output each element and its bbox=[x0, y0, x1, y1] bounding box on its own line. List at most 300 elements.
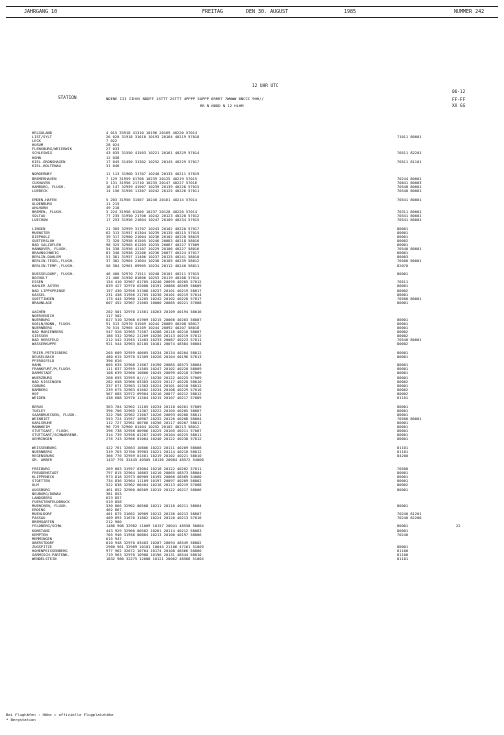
synop-code: 319 763 32760 39903 10221 20114 40210 58012 bbox=[106, 450, 202, 455]
synop-code: 3 224 31956 61206 10237 20128 40220 57014 bbox=[106, 209, 198, 214]
station-name: KEMPTEN bbox=[32, 532, 48, 537]
synop-code: 438 688 32970 11504 10215 20107 40217 57009 bbox=[106, 396, 202, 400]
synop-code: 51 381 31957 11406 10237 20125 40241 58010 bbox=[106, 255, 200, 260]
remark-code: 81100 bbox=[397, 548, 409, 553]
station-name: OLDENBURG bbox=[32, 201, 52, 206]
station-name: FRANKFURT/M,FLUGH. bbox=[32, 367, 72, 372]
station-name: KOELN/BONN, FLUGH. bbox=[32, 321, 72, 326]
remark-code: 80001 bbox=[397, 487, 409, 492]
table-row bbox=[0, 301, 504, 305]
synop-code: 519 858 bbox=[106, 499, 122, 504]
synop-code: 1832 980 32275 12008 10121 20062 48566 51004 bbox=[106, 557, 204, 562]
station-name: BAD KISSINGEN bbox=[32, 379, 61, 384]
weekday-label: FREITAG bbox=[202, 9, 224, 15]
synop-code: 322 708 32962 21607 10226 20093 40200 58011 bbox=[106, 412, 202, 417]
station-name: WEISSENBURG bbox=[32, 446, 57, 451]
remark-code: 80001 bbox=[397, 429, 409, 434]
station-name: OEHRINGEN bbox=[32, 437, 52, 442]
station-name: MANNHEIM bbox=[32, 425, 50, 430]
station-name: DEUSELBACH bbox=[32, 355, 55, 360]
synop-code: 72 320 32958 61505 10246 20083 40218 58016 bbox=[106, 238, 200, 243]
synop-code: 186 532 32962 21209 10236 20113 40219 57012 bbox=[106, 334, 202, 339]
remark-code: 70500 bbox=[397, 467, 409, 472]
synop-code: 1486 908 32982 11009 10157 20041 48558 50004 bbox=[106, 524, 204, 529]
station-name: MUENSTER bbox=[32, 230, 50, 235]
station-name: BERLIN-TEMP.,FLUGH. bbox=[32, 263, 75, 268]
year-label: 1985 bbox=[344, 9, 357, 15]
station-group bbox=[0, 198, 504, 223]
station-name: WEIDEN bbox=[32, 396, 46, 400]
synop-code: 314 739 32958 01207 10249 20104 40225 58011 bbox=[106, 433, 202, 438]
remark-code: 80001 bbox=[397, 433, 409, 438]
synop-code: 26 020 31918 31610 10193 20164 40219 57018 bbox=[106, 135, 200, 140]
remark-code: 81101 bbox=[397, 450, 409, 455]
station-name: NUERNBERG bbox=[32, 450, 52, 455]
synop-code: 7 022 bbox=[106, 139, 118, 144]
synop-code: 112 727 32961 00706 10256 20117 40207 58011 bbox=[106, 421, 202, 426]
synop-code: 16 147 32959 41907 10239 20139 40228 57015 bbox=[106, 184, 200, 189]
synop-code: 12 038 bbox=[106, 155, 120, 160]
synop-code: 239 675 32963 01602 10234 20108 40229 57010 bbox=[106, 387, 202, 392]
table-row bbox=[0, 557, 504, 561]
remark-code: 80001 bbox=[397, 292, 409, 297]
station-name: MEMMINGEN bbox=[32, 536, 52, 541]
synop-code: 98 325 32965 61205 10235 20087 40227 57009 bbox=[106, 243, 200, 248]
station-name: KASSEL bbox=[32, 292, 46, 297]
synop-code: 615 947 bbox=[106, 536, 122, 541]
station-name: SCHLESWIG bbox=[32, 151, 52, 156]
station-name: KLIPPENECK bbox=[32, 475, 55, 480]
remark-code: 70540 80001 bbox=[397, 247, 422, 252]
remark-code: 80001 bbox=[397, 421, 409, 426]
remark-code: 80002 bbox=[397, 387, 409, 392]
remark-code: 80002 bbox=[397, 238, 409, 243]
table-row bbox=[0, 396, 504, 400]
synop-code: 409 893 31670 31802 10224 20120 40213 57010 bbox=[106, 516, 202, 521]
remark-code: 80001 bbox=[397, 425, 409, 430]
station-name: LUEBECK bbox=[32, 188, 48, 193]
synop-code: 17 253 31956 21804 10247 20109 40234 57015 bbox=[106, 217, 200, 222]
synop-code: 28 024 bbox=[106, 143, 120, 148]
station-name: BREMGARTEN bbox=[32, 520, 55, 525]
synop-code: 96 729 32960 01404 10252 20102 40213 58012 bbox=[106, 425, 200, 430]
period-heading: 06-12 bbox=[452, 90, 466, 95]
remark-code: 80001 bbox=[397, 503, 409, 508]
synop-code: 111 637 32959 11505 10247 20102 40220 58009 bbox=[106, 367, 202, 372]
remark-code: 80002 bbox=[397, 342, 409, 347]
remark-code: 80001 bbox=[397, 371, 409, 376]
remark-code: 80001 bbox=[397, 355, 409, 360]
station-name: HAHN bbox=[32, 363, 41, 368]
station-name: GR. ARBER bbox=[32, 458, 52, 463]
station-name: HANNOVER, FLUGH. bbox=[32, 247, 68, 252]
station-group bbox=[0, 405, 504, 442]
synop-code: 547 526 32965 71507 10208 20116 40210 58007 bbox=[106, 330, 202, 334]
remark-code: 80001 bbox=[397, 404, 409, 409]
synop-code: 77 235 31950 21706 10242 20123 40228 57012 bbox=[106, 213, 200, 218]
remark-code: 80001 bbox=[397, 524, 409, 529]
synop-code: 719 963 32970 10908 10196 20131 48544 58010 bbox=[106, 553, 202, 558]
station-group bbox=[0, 272, 504, 305]
remark-code: 70548 80001 bbox=[397, 184, 422, 189]
remark-code: 82070 bbox=[397, 263, 409, 268]
synop-code: 623 857 bbox=[106, 495, 122, 500]
station-name: NUERBURG bbox=[32, 317, 50, 322]
remark-code: 80001 bbox=[397, 230, 409, 235]
station-name: STOETTEN bbox=[32, 479, 50, 484]
station-name: HOHN bbox=[32, 155, 41, 160]
synop-code: 117 502 bbox=[106, 313, 122, 318]
remark-code: 71011 80001 bbox=[397, 135, 422, 140]
station-name: AACHEN bbox=[32, 309, 46, 314]
station-name: BOCHOLT bbox=[32, 276, 48, 281]
station-name: PASSAU bbox=[32, 516, 46, 521]
station-name: BAD HERSFELD bbox=[32, 338, 59, 343]
remark-code: 80001 bbox=[397, 284, 409, 289]
remark-code: 70500 80001 bbox=[397, 296, 422, 301]
station-name: NOERVENICH bbox=[32, 313, 55, 318]
synop-code: 627 510 32968 61909 10215 20066 40203 58007 bbox=[106, 317, 202, 322]
remark-code: 70511 81101 bbox=[397, 159, 422, 164]
remark-code: 70841 80003 bbox=[397, 180, 422, 185]
remark-code: 80002 bbox=[397, 288, 409, 293]
station-name: LINGEN bbox=[32, 226, 46, 231]
date-label: DEN 30. AUGUST bbox=[246, 9, 289, 15]
remark-code: 80001 bbox=[397, 243, 409, 248]
synop-code: 734 836 32964 11109 10197 20097 40209 58002 bbox=[106, 479, 202, 484]
synop-code: 175 444 32960 11205 10242 20102 40220 57017 bbox=[106, 296, 202, 301]
synop-code: 366 776 32959 01501 10219 20102 40221 58010 bbox=[106, 454, 202, 459]
station-group bbox=[0, 172, 504, 192]
table-row bbox=[0, 342, 504, 346]
synop-code: 14 156 31956 11307 10242 20125 40226 57011 bbox=[106, 188, 200, 193]
wind-gust-subheading: XX GG bbox=[452, 104, 466, 109]
synop-code: 422 761 32663 10806 10222 20111 40209 58008 bbox=[106, 446, 202, 451]
remark-code: 70240 82200 bbox=[397, 516, 422, 521]
station-table bbox=[0, 131, 504, 561]
synop-code: 607 452 32967 21605 10000 20085 40221 57008 bbox=[106, 300, 202, 305]
remark-code: 80001 bbox=[397, 412, 409, 417]
remark-code: 70311 80001 bbox=[397, 209, 422, 214]
station-name: HELGOLAND bbox=[32, 131, 52, 135]
synop-code: 2960 961 32989 10101 10044 21106 47161 51009 bbox=[106, 544, 204, 549]
synop-code: 27 033 bbox=[106, 147, 120, 152]
synop-code: 17 045 31450 31302 10252 20145 40229 57017 bbox=[106, 159, 200, 164]
station-name: HOHENPEISSENBERG bbox=[32, 548, 68, 553]
station-name: CUXHAVEN bbox=[32, 180, 50, 185]
synop-code: 154 410 32967 61705 10240 20095 40205 57012 bbox=[106, 280, 202, 285]
station-group bbox=[0, 467, 504, 561]
station-name: BAMBERG bbox=[32, 387, 48, 392]
table-row bbox=[0, 264, 504, 268]
station-name: HAMBURG, FLUGH. bbox=[32, 184, 66, 189]
remark-code: 70500 80001 bbox=[397, 416, 422, 421]
synop-code: 21 305 32959 31707 10243 20102 40220 57017 bbox=[106, 226, 200, 231]
table-row bbox=[0, 164, 504, 168]
station-name: LUECHOW bbox=[32, 217, 48, 222]
station-name: BERLIN-TEGEL,FLUGH. bbox=[32, 259, 75, 264]
station-name: REGENSBURG bbox=[32, 454, 55, 459]
synop-code: 401 875 31662 10909 10212 20136 40213 58007 bbox=[106, 512, 202, 517]
synop-code: 462 867 bbox=[106, 508, 122, 513]
remark-code: 80001 bbox=[397, 367, 409, 372]
station-name: LECK bbox=[32, 139, 41, 144]
station-name: HOF bbox=[32, 391, 39, 396]
synop-code: 461 852 32960 00509 10215 20122 40217 58006 bbox=[106, 487, 202, 492]
remark-code: 80001 bbox=[397, 226, 409, 231]
synop-code: 62 313 31957 61304 10239 20135 40215 57015 bbox=[106, 230, 200, 235]
station-name: LANDSBERG bbox=[32, 495, 52, 500]
station-name: KIEL-GRONSHAGEN bbox=[32, 159, 66, 164]
remark-code: 80001 bbox=[397, 300, 409, 305]
remark-code: 80001 bbox=[397, 325, 409, 330]
station-group bbox=[0, 446, 504, 462]
synop-code: 276 743 32966 01004 10240 20122 40238 57012 bbox=[106, 437, 202, 442]
remark-code: 80001 bbox=[397, 363, 409, 368]
remark-code: 80001 bbox=[397, 321, 409, 326]
remark-code: 84200 bbox=[397, 454, 409, 459]
synop-code: 567 685 32972 09904 10216 20077 40212 58012 bbox=[106, 391, 202, 396]
synop-code: 11 113 31960 31707 10240 20135 40211 57019 bbox=[106, 172, 200, 177]
remark-code: 70244 80001 bbox=[397, 176, 422, 181]
station-name: AUGSBURG bbox=[32, 487, 50, 492]
remark-code: 70541 80001 bbox=[397, 213, 422, 218]
remark-code: 80001 bbox=[397, 272, 409, 277]
station-group bbox=[0, 227, 504, 268]
remark-code: 80001 bbox=[397, 408, 409, 413]
extra-code: 22 bbox=[456, 524, 461, 529]
station-group bbox=[0, 351, 504, 400]
synop-code: 480 615 32970 51309 10226 20104 40196 57013 bbox=[106, 355, 202, 360]
synop-code: 108 639 32960 10806 10245 20099 40218 57009 bbox=[106, 371, 202, 376]
station-name: NEUBURG/DONAU bbox=[32, 491, 61, 496]
station-name: STUTTGART/SCHNARRENB. bbox=[32, 433, 79, 438]
remark-code: 81101 bbox=[397, 396, 409, 400]
station-name: WASSERKUPPE bbox=[32, 342, 57, 347]
footnote-airport-elevation: Bei Flughäfen : Höhe = offizielle Flugplatzhöhe bbox=[6, 712, 114, 717]
synop-code: 7 129 31959 61708 10239 20125 40219 57015 bbox=[106, 176, 198, 181]
station-name: BERLIN-DAHLEM bbox=[32, 255, 61, 260]
footnotes bbox=[6, 712, 113, 722]
remark-code: 80001 bbox=[397, 383, 409, 388]
synop-code: 921 544 32963 02105 10181 20074 48584 50004 bbox=[106, 342, 202, 347]
synop-code: 810 948 32970 03403 10207 20094 48549 58002 bbox=[106, 540, 202, 545]
station-name: TRIER-PETRISBERG bbox=[32, 350, 68, 355]
synop-code: 269 803 31957 03004 10218 20122 40202 57011 bbox=[106, 467, 202, 472]
station-name: ULM bbox=[32, 483, 39, 488]
remark-code: 80001 bbox=[397, 528, 409, 533]
synop-code: 11 215 bbox=[106, 201, 120, 206]
station-name: NUERNBERG bbox=[32, 325, 52, 330]
station-name: KIEL-HOLTENAU bbox=[32, 163, 61, 168]
synop-code: 43 035 31550 41503 10221 20161 40229 57014 bbox=[106, 151, 200, 156]
synop-code: 381 853 bbox=[106, 491, 122, 496]
remark-code: 80001 bbox=[397, 475, 409, 480]
remark-code: 80001 bbox=[397, 350, 409, 355]
remark-code: 80001 bbox=[397, 375, 409, 380]
remark-code: 81101 bbox=[397, 557, 409, 562]
station-name: BAD SALZUFLEN bbox=[32, 243, 61, 248]
synop-code: 202 501 32970 21501 10263 20109 40194 58016 bbox=[106, 309, 202, 314]
station-name: AHLHORN bbox=[32, 205, 48, 210]
remark-code: 80001 bbox=[397, 544, 409, 549]
report-header bbox=[6, 6, 498, 18]
station-name: KONSTANZ bbox=[32, 528, 50, 533]
station-name: FLENSBURG/WEIERWIK bbox=[32, 147, 72, 152]
synop-code: 396 626 bbox=[106, 359, 122, 364]
station-name: FREIBURG bbox=[32, 467, 50, 472]
synop-code: 5 203 31950 31507 10240 20161 40214 57014 bbox=[106, 197, 198, 202]
station-name: STUTTGART, FLUGH. bbox=[32, 429, 70, 434]
observation-time: 12 UHR UTC bbox=[252, 84, 279, 89]
remark-code: 80001 bbox=[397, 471, 409, 476]
remark-code: 80001 bbox=[397, 251, 409, 256]
issue-number: NUMMER 242 bbox=[454, 9, 485, 15]
station-name: BAD MARIENBERG bbox=[32, 330, 64, 334]
station-name: ESSEN bbox=[32, 280, 44, 285]
station-group bbox=[0, 310, 504, 347]
synop-code: 212 542 31945 11403 10233 20087 40223 57011 bbox=[106, 338, 202, 343]
synop-code: 282 658 32960 03303 10225 20117 40228 58010 bbox=[106, 379, 202, 384]
synop-code: 157 430 32958 51308 10237 20101 40219 58017 bbox=[106, 288, 202, 293]
remark-code: 70511 82201 bbox=[397, 151, 422, 156]
synop-code: 50 384 32961 09905 10234 20112 40240 58011 bbox=[106, 263, 200, 268]
station-name: GUETERSLOH bbox=[32, 238, 55, 243]
station-name: BAD LIPPSPRINGE bbox=[32, 288, 66, 293]
station-name: DIEPHOLZ bbox=[32, 234, 50, 239]
remark-code: 70240 81201 bbox=[397, 512, 422, 517]
synop-code: 553 724 31957 10907 10232 20126 40208 58004 bbox=[106, 416, 202, 421]
table-row bbox=[0, 458, 504, 462]
synop-code: 37 382 32964 21604 10238 20105 40239 58012 bbox=[106, 259, 200, 264]
remark-code: 70511 bbox=[397, 280, 409, 285]
synop-code: 268 655 32959 0//// 10230 20122 40225 57009 bbox=[106, 375, 202, 380]
station-name: FELDBERG/SCHW. bbox=[32, 524, 64, 529]
station-name: EMDEN-HAFEN bbox=[32, 197, 57, 202]
station-name: BERUS bbox=[32, 404, 44, 409]
station-name: BRAUNSCHWEIG bbox=[32, 251, 59, 256]
synop-code: 337 671 32963 11303 10224 20101 40218 58012 bbox=[106, 383, 202, 388]
remark-code: 80001 bbox=[397, 437, 409, 442]
station-name: ERDING bbox=[32, 508, 46, 513]
station-name: COBURG bbox=[32, 383, 46, 388]
remark-code: 80002 bbox=[397, 334, 409, 339]
remark-code: 81100 bbox=[397, 553, 409, 558]
station-name: SOLTAU bbox=[32, 213, 46, 218]
synop-code: 839 427 32970 62008 10191 20086 48569 58009 bbox=[106, 284, 202, 289]
synop-code: 46 400 32970 71511 10240 20101 40211 57015 bbox=[106, 272, 200, 277]
station-name: ZUGSPITZE bbox=[32, 544, 52, 549]
station-name: MUENCHEN, FLUGH. bbox=[32, 503, 68, 508]
synop-code: 265 609 32959 40605 10234 20134 40204 58012 bbox=[106, 350, 202, 355]
synop-code: 443 929 32960 00502 10201 20114 40212 58003 bbox=[106, 528, 202, 533]
synop-code: 49 218 bbox=[106, 205, 120, 210]
remark-code: 70540 80001 bbox=[397, 188, 422, 193]
remark-code: 80002 bbox=[397, 391, 409, 396]
station-name: DARMSTADT bbox=[32, 371, 52, 376]
remark-code: 80002 bbox=[397, 330, 409, 334]
synop-code: 522 838 32962 00404 10218 20113 40219 57008 bbox=[106, 483, 202, 488]
station-name: MUEHLDORF bbox=[32, 512, 52, 517]
table-row bbox=[0, 189, 504, 193]
remark-code: 80002 bbox=[397, 483, 409, 488]
station-name: NORDERNEY bbox=[32, 172, 52, 177]
synop-code: 5 131 31956 21710 10235 20147 40227 57016 bbox=[106, 180, 198, 185]
remark-code: 70500 80001 bbox=[397, 259, 422, 264]
station-name: BREMERHAVEN bbox=[32, 176, 57, 181]
synop-code: 705 946 31958 00804 10213 20100 40197 58006 bbox=[106, 532, 202, 537]
station-name: GIESSEN bbox=[32, 334, 48, 339]
table-row bbox=[0, 437, 504, 441]
synop-code: 91 513 32970 51509 10244 20089 40208 58017 bbox=[106, 321, 200, 326]
code-column-headings: NDENE III IIHVV NDDFF 1STTT 2STTT 4PPPP 5APPP 6RRRT 7WWWW 8NCCC 9HH// bbox=[106, 96, 264, 101]
synop-code: 21 406 31950 01806 10253 20119 40208 57014 bbox=[106, 276, 200, 281]
synop-code: 231 438 31956 21705 10230 20101 40219 57014 bbox=[106, 292, 202, 297]
station-name: SAARBRUECKEN, FLUGH. bbox=[32, 412, 77, 417]
synop-code: 39 317 32960 21004 10236 20102 40220 58019 bbox=[106, 234, 200, 239]
station-name: HUSUM bbox=[32, 143, 44, 148]
station-name: FUERSTENFELDBRUCK bbox=[32, 499, 70, 504]
footnote-mountain-station: * Bergstation bbox=[6, 717, 36, 722]
station-name: FREUDENSTADT bbox=[32, 471, 59, 476]
synop-code: 363 704 32962 11105 10234 20110 40201 57009 bbox=[106, 404, 202, 409]
synop-code: 973 818 32973 00909 10195 20066 48569 54000 bbox=[106, 475, 202, 480]
synop-code: 797 815 32964 10803 10210 20065 48573 58004 bbox=[106, 471, 202, 476]
station-name: WUERZBURG bbox=[32, 375, 52, 380]
code-column-subheadings: RR N NDDD N 12 HLHM bbox=[200, 103, 244, 108]
remark-code: 70240 bbox=[397, 532, 409, 537]
station-name: KARLSRUHE bbox=[32, 421, 52, 426]
remark-code: 80002 bbox=[397, 379, 409, 384]
table-row bbox=[0, 218, 504, 222]
remark-code: 80001 bbox=[397, 234, 409, 239]
station-name: TUELEY bbox=[32, 408, 46, 413]
remark-code: 80003 bbox=[397, 255, 409, 260]
station-name: BREMEN, FLUGH. bbox=[32, 209, 64, 214]
synop-code: 530 866 32962 00508 10211 20116 40211 58004 bbox=[106, 503, 202, 508]
synop-code: 54 338 31956 41107 10229 20106 40227 58016 bbox=[106, 247, 200, 252]
station-name: OBERSTDORF bbox=[32, 540, 55, 545]
station-group bbox=[0, 131, 504, 168]
station-name: DUESSELDORF, FLUGH. bbox=[32, 272, 75, 277]
synop-code: 31 046 bbox=[106, 163, 120, 168]
station-column-heading: STATION bbox=[58, 96, 77, 101]
synop-code: 212 900 bbox=[106, 520, 122, 525]
synop-code: 396 738 32958 00906 10225 20105 40211 57007 bbox=[106, 429, 202, 434]
station-name: PFERDSFELD bbox=[32, 359, 55, 364]
synop-code: 805 635 32968 21607 10190 20085 48573 58004 bbox=[106, 363, 202, 368]
station-name: GARMISCH-PARTENK. bbox=[32, 553, 70, 558]
volume-label: JAHRGANG 10 bbox=[24, 9, 58, 15]
station-name: WENDELSTEIN bbox=[32, 557, 57, 562]
remark-code: 70541 80001 bbox=[397, 197, 422, 202]
station-name: GOETTINGEN bbox=[32, 296, 55, 301]
station-name: BRAUNLAGE bbox=[32, 300, 52, 305]
remark-code: 70541 80001 bbox=[397, 217, 422, 222]
station-name: LIST/SYLT bbox=[32, 135, 52, 140]
synop-code: 396 706 32965 11307 10222 20105 40205 58007 bbox=[106, 408, 202, 413]
synop-code: 4 015 33918 41310 10196 20169 40220 57014 bbox=[106, 131, 198, 135]
remark-code: 70540 80001 bbox=[397, 338, 422, 343]
synop-code: 70 515 32965 42109 10244 20092 40207 58018 bbox=[106, 325, 200, 330]
synop-code: 1437 791 32445 40505 10136 20084 48572 54000 bbox=[106, 458, 204, 463]
wind-gust-heading: FF-FF bbox=[452, 98, 466, 103]
remark-code: 80001 bbox=[397, 317, 409, 322]
station-name: KAHLER ASTEN bbox=[32, 284, 59, 289]
remark-code: 81101 bbox=[397, 446, 409, 451]
remark-code: 80001 bbox=[397, 479, 409, 484]
synop-code: 977 962 32672 10704 10174 20108 48566 50000 bbox=[106, 548, 202, 553]
